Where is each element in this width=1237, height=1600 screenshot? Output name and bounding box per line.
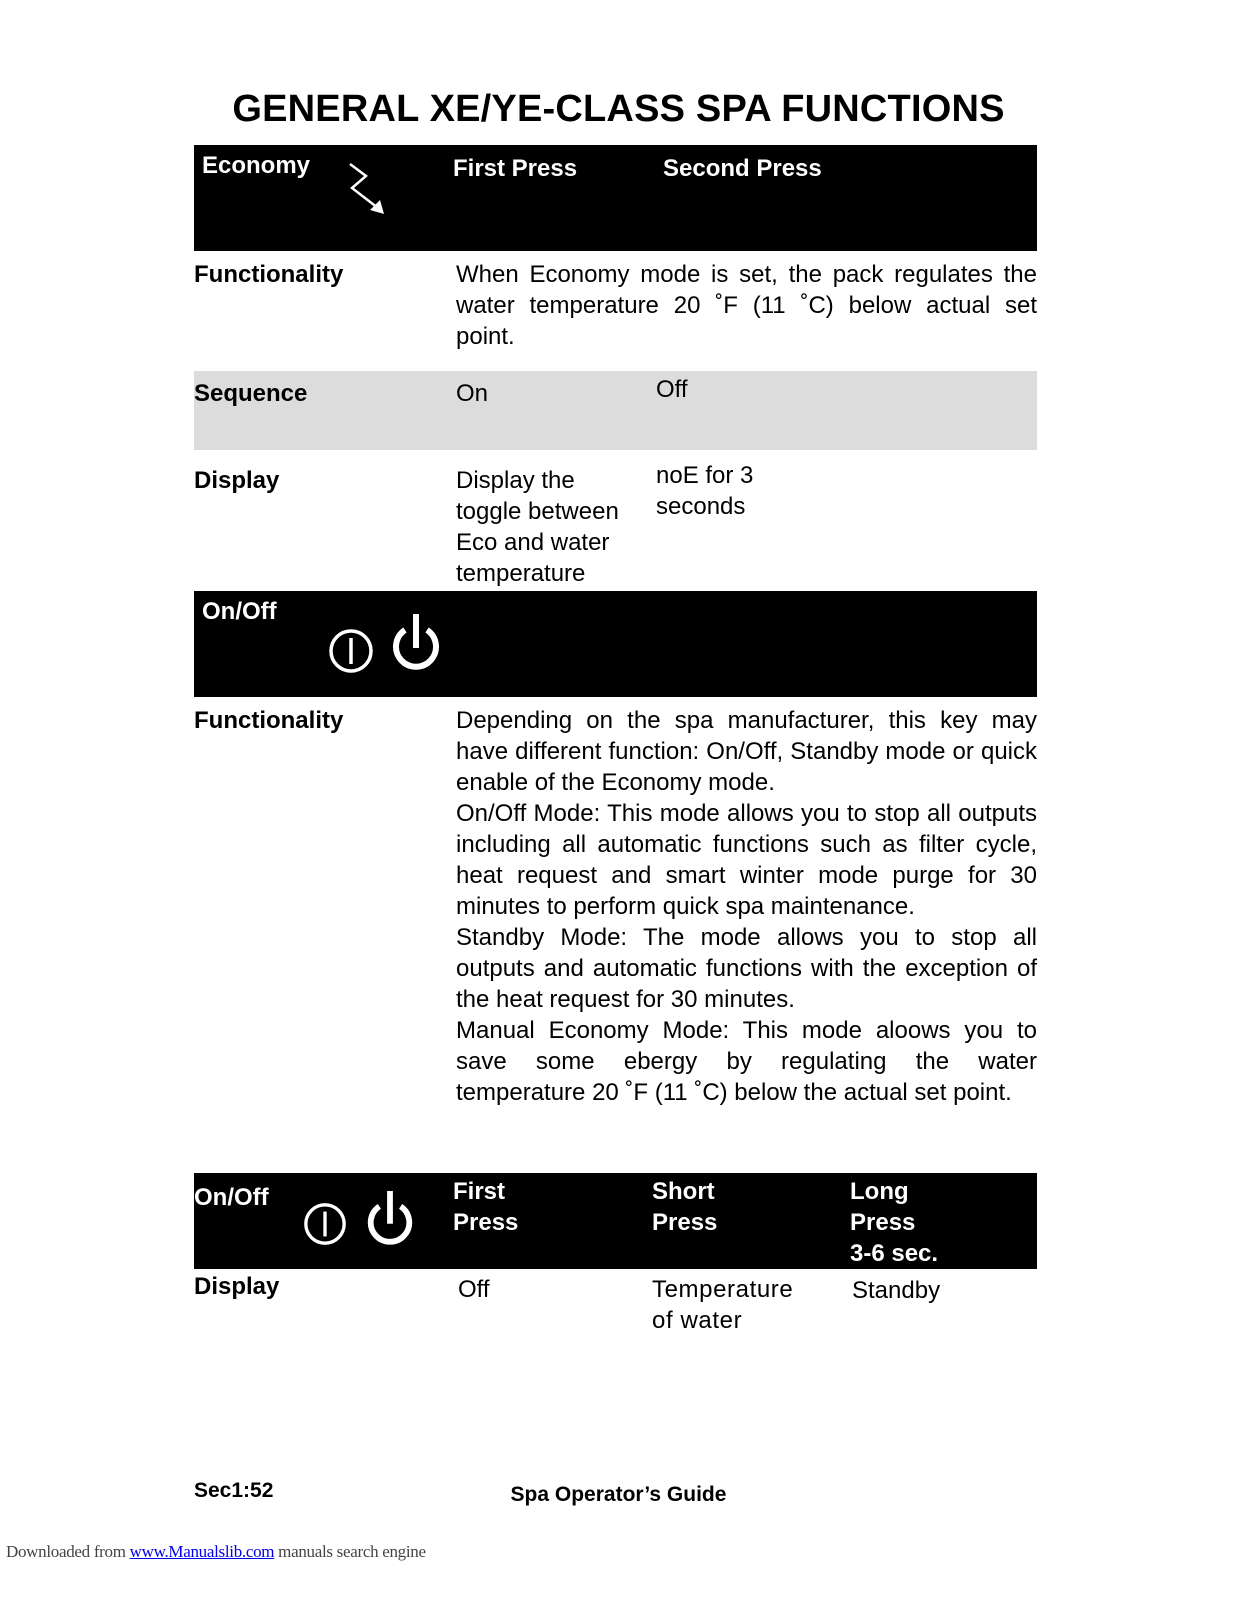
onoff2-display-long: Standby (852, 1277, 941, 1304)
economy-display-first: Display the toggle between Eco and water temperature (456, 467, 619, 587)
onoff-paragraph: Depending on the spa manufacturer, this key may have different function: On/Off, Standby mode or quick enable of the Economy mode. (456, 707, 1037, 796)
economy-sequence-row (194, 371, 1037, 450)
economy-sequence-first: On (456, 380, 489, 407)
economy-arrow-icon (344, 160, 394, 216)
onoff-paragraph: Standby Mode: The mode allows you to stop all outputs and automatic functions with the exception of the heat request for 30 minutes. (456, 924, 1037, 1013)
manualslib-link[interactable]: www.Manualslib.com (129, 1542, 275, 1561)
col-line: First (453, 1178, 506, 1205)
economy-functionality-text: When Economy mode is set, the pack regulates the water temperature 20 ˚F (11 ˚C) below actual set point. (456, 261, 1037, 350)
col-line: 3-6 sec. (850, 1240, 939, 1267)
onoff-header-label: On/Off (202, 598, 277, 625)
onoff2-header-bar (194, 1173, 1037, 1269)
onoff2-col-first-press (453, 1176, 518, 1238)
economy-display-second: noE for 3 seconds (656, 462, 754, 520)
economy-display-label: Display (194, 467, 280, 494)
display-line: Temperature (652, 1276, 794, 1303)
page-number: Sec1:52 (194, 1479, 274, 1502)
economy-functionality-label: Functionality (194, 261, 344, 288)
onoff-functionality-label: Functionality (194, 707, 344, 734)
display-line: of water (652, 1307, 743, 1334)
power-icon (363, 1185, 417, 1249)
download-suffix: manuals search engine (274, 1542, 426, 1561)
power-icon (388, 608, 444, 674)
onoff-functionality-text (456, 705, 1037, 1108)
economy-header-bar (194, 145, 1037, 251)
col-line: Press (652, 1209, 718, 1236)
economy-sequence-label: Sequence (194, 380, 308, 407)
onoff-paragraph: On/Off Mode: This mode allows you to stop all outputs including all automatic functions such as filter cycle, heat request and smart winter mode purge for 30 minutes to perform quick spa maintenance. (456, 800, 1037, 920)
download-prefix: Downloaded from (6, 1542, 130, 1561)
onoff2-col-long-press (850, 1176, 938, 1269)
col-line: Long (850, 1178, 909, 1205)
onoff2-display-label: Display (194, 1273, 280, 1300)
col-line: Short (652, 1178, 715, 1205)
economy-col-first-press: First Press (453, 155, 578, 182)
onoff2-header-label: On/Off (194, 1184, 269, 1211)
power-toggle-icon (302, 1201, 348, 1247)
col-line: Press (453, 1209, 519, 1236)
economy-col-second-press: Second Press (663, 155, 822, 182)
onoff2-col-short-press (652, 1176, 717, 1238)
onoff2-display-short (652, 1274, 793, 1336)
onoff2-display-first: Off (458, 1276, 490, 1303)
col-line: Press (850, 1209, 916, 1236)
download-line (6, 1542, 426, 1562)
economy-sequence-second: Off (656, 376, 688, 403)
power-toggle-icon (327, 627, 375, 675)
guide-title: Spa Operator’s Guide (510, 1483, 727, 1506)
economy-header-label: Economy (202, 152, 311, 179)
onoff-header-bar (194, 591, 1037, 697)
onoff-paragraph: Manual Economy Mode: This mode aloows you to save some ebergy by regulating the water temperature 20 ˚F (11 ˚C) below the actual set point. (456, 1017, 1037, 1106)
page-title: GENERAL XE/YE-CLASS SPA FUNCTIONS (232, 88, 1005, 130)
